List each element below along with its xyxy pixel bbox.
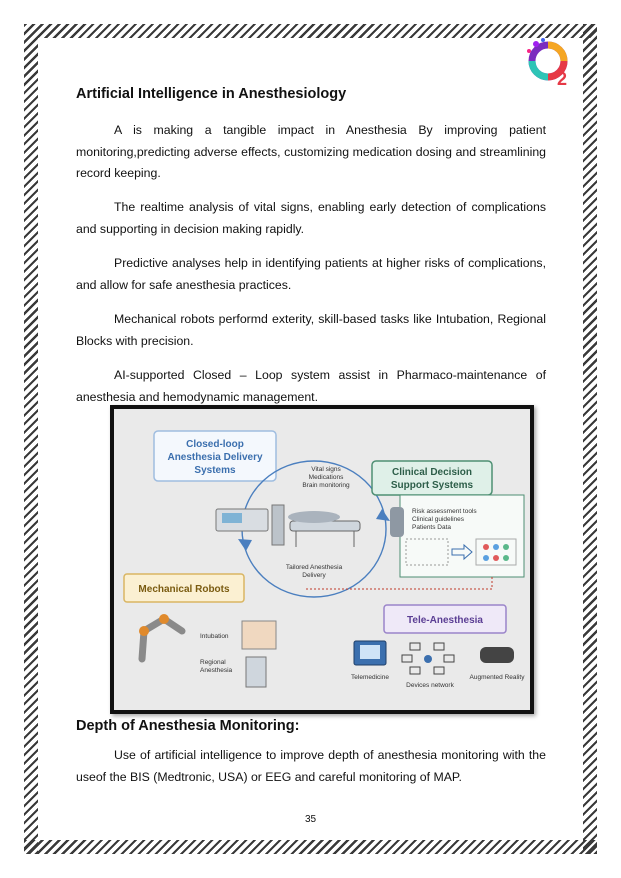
paragraph-2: The realtime analysis of vital signs, enabling early detection of complications and supporting in decision making rapidly. — [76, 200, 546, 236]
patient-icon — [288, 511, 340, 523]
intubation-icon — [242, 621, 276, 649]
o2-logo — [524, 36, 580, 88]
figure-diagram — [114, 409, 530, 710]
vr-headset-icon — [480, 647, 514, 663]
page-border-top — [24, 24, 597, 38]
patient-bed-icon — [290, 521, 360, 531]
cds-line-2: Support Systems — [390, 480, 474, 491]
regional-label-2: Anesthesia — [200, 667, 233, 674]
intubation-label: Intubation — [200, 633, 229, 640]
cds-item-3: Patients Data — [412, 524, 452, 531]
logo-subscript: 2 — [557, 69, 568, 88]
mech-robots-label: Mechanical Robots — [138, 584, 230, 595]
vitals-label-1: Vital signs — [311, 466, 341, 473]
cds-item-1: Risk assessment tools — [412, 508, 477, 515]
paragraph-3: Predictive analyses help in identifying patients at higher risks of complications, and allow for safe anesthesia practices. — [76, 256, 546, 292]
pump-screen-icon — [222, 513, 242, 523]
telemedicine-label: Telemedicine — [351, 674, 389, 681]
page-border-right — [583, 24, 597, 854]
tailored-label-1: Tailored Anesthesia — [285, 564, 343, 571]
ultrasound-icon — [246, 657, 266, 687]
database-icon — [390, 507, 404, 537]
monitor-stand-icon — [272, 505, 284, 545]
closed-loop-line-3: Systems — [194, 465, 236, 476]
tele-anesthesia-label: Tele-Anesthesia — [407, 615, 483, 626]
vitals-label-3: Brain monitoring — [302, 482, 350, 489]
ai-anesthesia-figure — [110, 405, 534, 714]
closed-loop-line-2: Anesthesia Delivery — [167, 452, 263, 463]
tailored-label-2: Delivery — [302, 572, 326, 579]
devices-network-label: Devices network — [406, 682, 454, 689]
paragraph-1: A is making a tangible impact in Anesthesia By improving patient monitoring,predicting adverse effects, customizing medication dosing and streamlining record keeping. — [76, 123, 546, 180]
cds-line-1: Clinical Decision — [391, 467, 473, 478]
section-paragraph: Use of artificial intelligence to improve depth of anesthesia monitoring with the useof the BIS (Medtronic, USA) or EEG and careful monitoring of MAP. — [76, 748, 546, 784]
paragraph-5: AI-supported Closed – Loop system assist in Pharmaco-maintenance of anesthesia and hemodynamic management. — [76, 368, 546, 404]
paragraph-4: Mechanical robots performd exterity, skill-based tasks like Intubation, Regional Blocks with precision. — [76, 312, 546, 348]
page-border-left — [24, 24, 38, 854]
section-heading: Depth of Anesthesia Monitoring: — [76, 718, 300, 734]
page-number: 35 — [304, 814, 317, 825]
page-border-bottom — [24, 840, 597, 854]
augmented-reality-label: Augmented Reality — [469, 674, 525, 681]
closed-loop-line-1: Closed-loop — [186, 439, 244, 450]
regional-label-1: Regional — [200, 659, 226, 666]
cds-item-2: Clinical guidelines — [412, 516, 465, 523]
page-title: Artificial Intelligence in Anesthesiology — [76, 86, 347, 102]
vitals-label-2: Medications — [308, 474, 344, 481]
